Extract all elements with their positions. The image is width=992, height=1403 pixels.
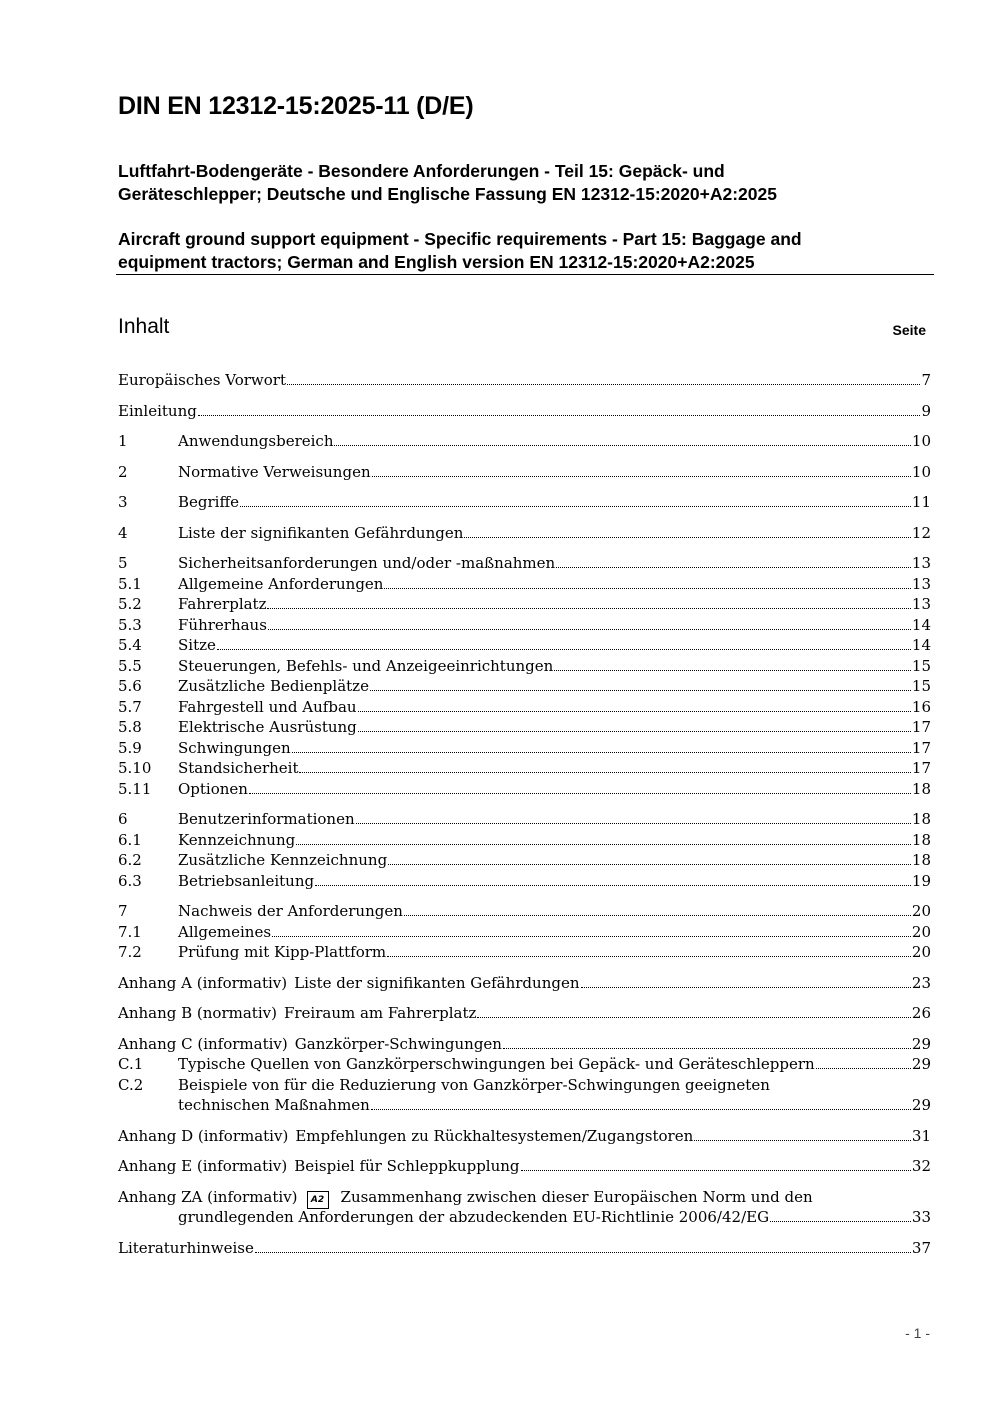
toc-entry-number: 4 <box>118 523 128 542</box>
toc-entry-label: Kennzeichnung <box>178 830 296 849</box>
toc-entry-label: Begriffe <box>178 493 240 511</box>
toc-entry[interactable] <box>118 1075 931 1096</box>
toc-entry-number: 1 <box>118 432 128 450</box>
toc-entry[interactable] <box>118 871 931 892</box>
toc-entry-page: 12 <box>911 523 931 542</box>
toc-entry-label: Optionen <box>178 779 248 798</box>
toc-entry-page: 13 <box>911 595 931 613</box>
toc-entry[interactable] <box>118 462 931 483</box>
toc-entry-label: Benutzerinformationen <box>178 810 355 828</box>
toc-leader-dots <box>240 506 911 507</box>
toc-entry-label: Literaturhinweise <box>118 1238 254 1257</box>
toc-entry[interactable] <box>118 401 931 422</box>
toc-entry-number: C.1 <box>118 1055 144 1073</box>
toc-entry[interactable] <box>118 1238 931 1259</box>
toc-entry-label: Liste der signifikanten Gefährdungen <box>294 973 580 992</box>
toc-entry-number: 5.5 <box>118 656 142 675</box>
toc-entry-page: 10 <box>911 432 931 450</box>
toc-leader-dots <box>272 936 911 937</box>
toc-leader-dots <box>255 1252 911 1253</box>
toc-entry-label: Anwendungsbereich <box>178 432 334 450</box>
toc-entry-label: Sitze <box>178 636 216 654</box>
toc-entry-label: Allgemeines <box>178 922 272 941</box>
toc-entry[interactable] <box>118 1156 931 1177</box>
toc-entry-label: Steuerungen, Befehls- und Anzeigeeinrichtungen <box>178 656 554 675</box>
toc-entry-label: Europäisches Vorwort <box>118 371 286 389</box>
toc-leader-dots <box>370 690 911 691</box>
toc-entry-page: 13 <box>911 554 931 572</box>
toc-entry-label: Beispiele von für die Reduzierung von Ganzkörper-Schwingungen geeigneten <box>178 1075 770 1094</box>
toc-entry-number: 5.7 <box>118 697 142 716</box>
toc-entry-number: 6.1 <box>118 830 142 849</box>
toc-entry[interactable] <box>118 1003 931 1024</box>
toc-entry-label: Zusammenhang zwischen dieser Europäischen Norm und den <box>340 1187 813 1206</box>
toc-leader-dots <box>388 864 911 865</box>
toc-entry-page: 14 <box>911 615 931 634</box>
toc-entry[interactable] <box>118 809 931 830</box>
toc-entry-annex: Anhang C (informativ) <box>118 1034 288 1053</box>
toc-entry-number: 5.10 <box>118 759 152 777</box>
toc-entry[interactable] <box>118 717 931 738</box>
toc-entry-page: 20 <box>911 902 931 920</box>
toc-entry-label: Empfehlungen zu Rückhaltesystemen/Zugangstoren <box>295 1126 694 1145</box>
amendment-a2-marker-icon: A2 <box>307 1191 329 1209</box>
toc-entry-label: Prüfung mit Kipp-Plattform <box>178 943 387 961</box>
toc-entry-page: 32 <box>911 1157 931 1175</box>
toc-entry-continuation[interactable] <box>118 1207 931 1228</box>
toc-entry-number: 5.9 <box>118 738 142 757</box>
toc-entry-label: Schwingungen <box>178 738 291 757</box>
toc-entry-annex: Anhang B (normativ) <box>118 1004 277 1022</box>
toc-entry-number: 5.8 <box>118 718 142 736</box>
toc-entry[interactable] <box>118 574 931 595</box>
toc-entry-page: 16 <box>911 697 931 716</box>
toc-leader-dots <box>464 537 911 538</box>
toc-entry-number: 5 <box>118 554 128 572</box>
toc-entry-label: Fahrerplatz <box>178 595 267 613</box>
toc-entry-page: 29 <box>911 1034 931 1053</box>
toc-leader-dots <box>371 1109 911 1110</box>
toc-entry[interactable] <box>118 656 931 677</box>
toc-leader-dots <box>372 476 911 477</box>
table-of-contents <box>118 370 931 1258</box>
toc-entry-page: 33 <box>911 1208 931 1226</box>
toc-entry-page: 31 <box>911 1126 931 1145</box>
toc-entry-label-continued: technischen Maßnahmen <box>178 1096 370 1114</box>
toc-entry-number: 6.3 <box>118 871 142 890</box>
title-divider <box>116 274 934 275</box>
toc-leader-dots <box>249 793 911 794</box>
toc-entry-page: 13 <box>911 574 931 593</box>
toc-entry[interactable] <box>118 697 931 718</box>
toc-entry-page: 20 <box>911 922 931 941</box>
toc-entry-annex: Anhang A (informativ) <box>118 973 288 992</box>
toc-entry-label: Beispiel für Schleppkupplung <box>294 1157 520 1175</box>
toc-entry[interactable] <box>118 1034 931 1055</box>
toc-entry-number: 5.2 <box>118 595 142 613</box>
toc-leader-dots <box>315 885 911 886</box>
toc-leader-dots <box>299 772 910 773</box>
toc-entry[interactable] <box>118 1054 931 1075</box>
toc-entry-page: 17 <box>911 738 931 757</box>
toc-page-column-label: Seite <box>892 322 926 338</box>
toc-entry[interactable] <box>118 738 931 759</box>
toc-leader-dots <box>404 915 911 916</box>
toc-entry[interactable] <box>118 594 931 615</box>
title-english-line1: Aircraft ground support equipment - Specific requirements - Part 15: Baggage and <box>118 229 802 249</box>
toc-entry-label: Nachweis der Anforderungen <box>178 902 403 920</box>
toc-entry-label-continued: grundlegenden Anforderungen der abzudeckenden EU-Richtlinie 2006/42/EG <box>178 1208 770 1226</box>
toc-entry-page: 15 <box>911 656 931 675</box>
toc-entry-number: 5.6 <box>118 677 142 695</box>
title-german <box>118 160 928 206</box>
toc-leader-dots <box>198 415 921 416</box>
toc-entry-annex: Anhang D (informativ) <box>118 1126 289 1145</box>
toc-entry-label: Typische Quellen von Ganzkörperschwingungen bei Gepäck- und Geräteschleppern <box>178 1055 815 1073</box>
toc-entry[interactable] <box>118 553 931 574</box>
toc-entry-page: 11 <box>911 493 931 511</box>
toc-entry-page: 19 <box>911 871 931 890</box>
toc-leader-dots <box>287 384 920 385</box>
toc-entry[interactable] <box>118 431 931 452</box>
toc-entry-number: 6.2 <box>118 851 142 869</box>
toc-entry[interactable] <box>118 492 931 513</box>
toc-leader-dots <box>816 1068 911 1069</box>
toc-entry-number: 7 <box>118 902 128 920</box>
toc-entry-label: Normative Verweisungen <box>178 462 371 481</box>
toc-entry-number: C.2 <box>118 1075 144 1094</box>
toc-entry[interactable] <box>118 922 931 943</box>
toc-entry-annex: Anhang E (informativ) <box>118 1157 288 1175</box>
toc-entry-page: 9 <box>921 401 931 420</box>
toc-entry[interactable] <box>118 850 931 871</box>
toc-leader-dots <box>694 1140 911 1141</box>
toc-entry-number: 6 <box>118 810 128 828</box>
toc-entry[interactable] <box>118 635 931 656</box>
toc-entry[interactable] <box>118 676 931 697</box>
toc-entry-page: 17 <box>911 718 931 736</box>
toc-entry[interactable] <box>118 1126 931 1147</box>
toc-entry-label: Elektrische Ausrüstung <box>178 718 357 736</box>
toc-leader-dots <box>387 956 911 957</box>
toc-entry-page: 29 <box>911 1055 931 1073</box>
toc-entry-annex: Anhang ZA (informativ) <box>118 1187 298 1206</box>
toc-entry-number: 5.4 <box>118 636 142 654</box>
document-title: DIN EN 12312-15:2025-11 (D/E) <box>118 92 474 120</box>
toc-entry-number: 5.1 <box>118 574 142 593</box>
toc-entry-label: Zusätzliche Bedienplätze <box>178 677 369 695</box>
toc-entry[interactable] <box>118 901 931 922</box>
toc-entry[interactable] <box>118 370 931 391</box>
toc-entry-page: 37 <box>911 1238 931 1257</box>
toc-entry-page: 10 <box>911 462 931 481</box>
toc-entry-number: 5.3 <box>118 615 142 634</box>
toc-entry-page: 26 <box>911 1004 931 1022</box>
toc-leader-dots <box>581 987 911 988</box>
toc-entry-label: Standsicherheit <box>178 759 299 777</box>
toc-leader-dots <box>554 670 911 671</box>
toc-entry[interactable] <box>118 973 931 994</box>
toc-entry-page: 18 <box>911 779 931 798</box>
toc-leader-dots <box>477 1017 911 1018</box>
page-number: - 1 - <box>905 1325 930 1341</box>
toc-leader-dots <box>296 844 911 845</box>
title-english-line2: equipment tractors; German and English version EN 12312-15:2020+A2:2025 <box>118 252 755 272</box>
toc-entry-page: 18 <box>911 810 931 828</box>
toc-leader-dots <box>521 1170 911 1171</box>
toc-entry-label: Führerhaus <box>178 615 267 634</box>
toc-entry-page: 29 <box>911 1096 931 1114</box>
toc-entry-continuation[interactable] <box>118 1095 931 1116</box>
toc-entry[interactable] <box>118 523 931 544</box>
toc-entry-label: Freiraum am Fahrerplatz <box>283 1004 477 1022</box>
toc-entry[interactable] <box>118 779 931 800</box>
title-german-line2: Geräteschlepper; Deutsche und Englische Fassung EN 12312-15:2020+A2:2025 <box>118 184 777 204</box>
toc-entry[interactable] <box>118 758 931 779</box>
toc-entry-label: Sicherheitsanforderungen und/oder -maßnahmen <box>178 554 556 572</box>
toc-leader-dots <box>356 823 911 824</box>
toc-entry[interactable] <box>118 830 931 851</box>
toc-entry-number: 3 <box>118 493 128 511</box>
toc-entry-page: 20 <box>911 943 931 961</box>
title-german-line1: Luftfahrt-Bodengeräte - Besondere Anforderungen - Teil 15: Gepäck- und <box>118 161 725 181</box>
toc-entry-page: 7 <box>921 371 931 389</box>
toc-leader-dots <box>770 1221 911 1222</box>
toc-entry[interactable] <box>118 942 931 963</box>
toc-leader-dots <box>503 1048 911 1049</box>
toc-entry-label: Zusätzliche Kennzeichnung <box>178 851 388 869</box>
toc-heading: Inhalt <box>118 315 170 338</box>
toc-entry-label: Fahrgestell und Aufbau <box>178 697 357 716</box>
toc-entry-page: 23 <box>911 973 931 992</box>
toc-entry-label: Liste der signifikanten Gefährdungen <box>178 523 464 542</box>
toc-entry[interactable] <box>118 1187 931 1208</box>
toc-entry-number: 2 <box>118 462 128 481</box>
toc-leader-dots <box>292 752 911 753</box>
toc-leader-dots <box>217 649 911 650</box>
toc-leader-dots <box>358 731 911 732</box>
toc-entry-label: Betriebsanleitung <box>178 871 315 890</box>
toc-entry-page: 18 <box>911 830 931 849</box>
toc-entry-page: 14 <box>911 636 931 654</box>
toc-entry-label: Einleitung <box>118 401 197 420</box>
title-english <box>118 228 928 274</box>
toc-leader-dots <box>358 711 911 712</box>
toc-entry-label: Allgemeine Anforderungen <box>178 574 384 593</box>
toc-leader-dots <box>267 608 910 609</box>
toc-leader-dots <box>334 445 910 446</box>
toc-entry-number: 7.2 <box>118 943 142 961</box>
toc-entry-number: 7.1 <box>118 922 142 941</box>
toc-entry[interactable] <box>118 615 931 636</box>
toc-leader-dots <box>268 629 911 630</box>
toc-leader-dots <box>556 567 911 568</box>
toc-entry-page: 17 <box>911 759 931 777</box>
toc-leader-dots <box>384 588 910 589</box>
toc-entry-page: 15 <box>911 677 931 695</box>
toc-entry-label: Ganzkörper-Schwingungen <box>294 1034 502 1053</box>
toc-entry-number: 5.11 <box>118 779 152 798</box>
toc-entry-page: 18 <box>911 851 931 869</box>
